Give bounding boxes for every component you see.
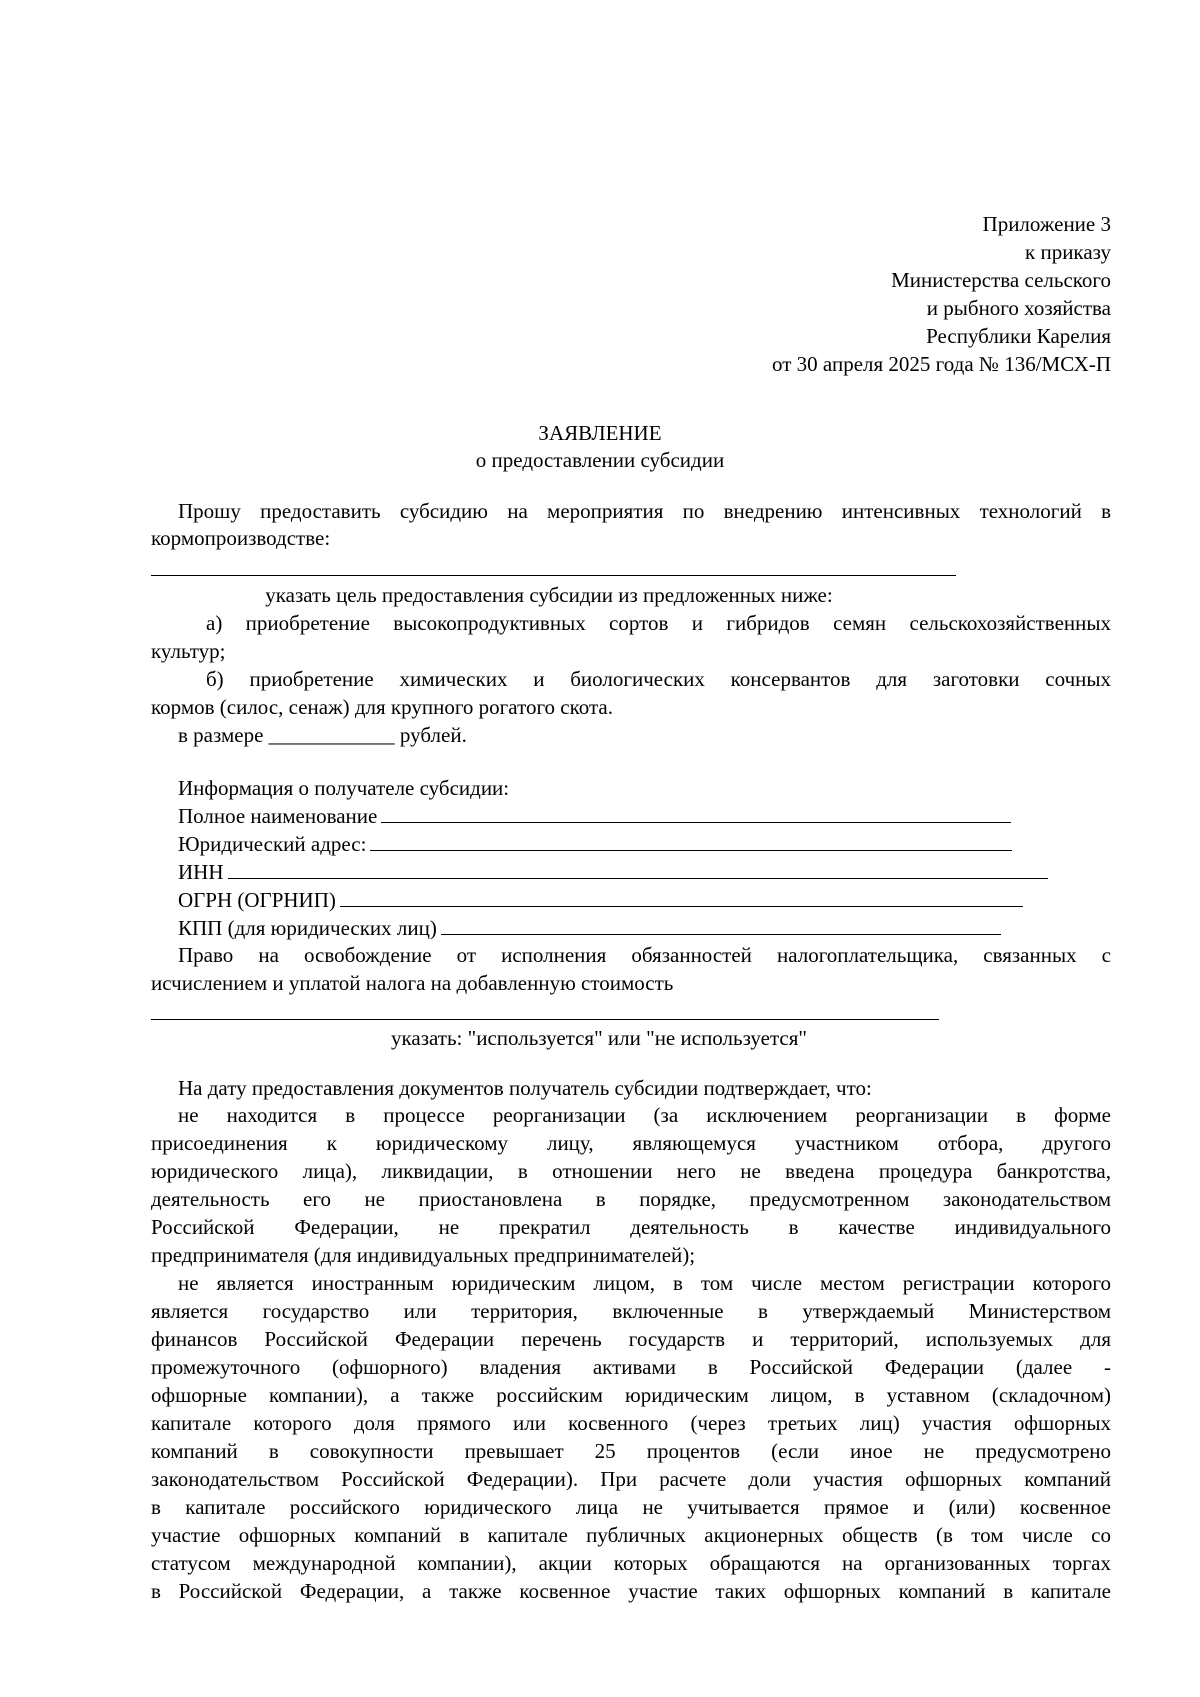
document-subtitle: о предоставлении субсидии: [475, 448, 725, 472]
confirm-p2-line-8: законодательством Российской Федерации). При расчете доли участия офшорных компаний: [151, 1467, 1111, 1491]
confirm-p2-line-5: офшорные компании), а также российским юридическим лицом, в уставном (складочном): [151, 1383, 1111, 1407]
amount-line: [178, 722, 467, 748]
recipient-heading: Информация о получателе субсидии:: [178, 776, 510, 800]
confirm-p1-line-5: Российской Федерации, не прекратил деятельность в качестве индивидуального: [151, 1215, 1111, 1239]
appendix-ministry-line2: и рыбного хозяйства: [926, 296, 1111, 320]
purpose-hint: указать цель предоставления субсидии из предложенных ниже:: [265, 583, 833, 607]
confirm-p2-line-7: компаний в совокупности превышает 25 процентов (если иное не предусмотрено: [151, 1439, 1111, 1463]
appendix-order-ref: к приказу: [1025, 240, 1111, 264]
intro-line-1: Прошу предоставить субсидию на мероприятия по внедрению интенсивных технологий в: [178, 499, 1111, 523]
address-row: [178, 830, 1012, 857]
confirm-p1-line-1: не находится в процессе реорганизации (за исключением реорганизации в форме: [178, 1103, 1111, 1127]
confirm-p2-line-12: в Российской Федерации, а также косвенное участие таких офшорных компаний в капитале: [151, 1579, 1111, 1603]
appendix-number: Приложение 3: [982, 212, 1111, 236]
full-name-field[interactable]: [381, 802, 1011, 823]
confirm-p1-line-4: деятельность его не приостановлена в порядке, предусмотренном законодательством: [151, 1187, 1111, 1211]
address-label: Юридический адрес:: [178, 832, 367, 856]
option-b-line-2: кормов (силос, сенаж) для крупного рогатого скота.: [151, 695, 613, 719]
confirm-p2-line-9: в капитале российского юридического лица не учитывается прямое и (или) косвенное: [151, 1495, 1111, 1519]
purpose-blank-line: [151, 575, 956, 576]
confirm-p2-line-6: капитале которого доля прямого или косвенного (через третьих лиц) участия офшорных: [151, 1411, 1111, 1435]
confirm-p2-line-11: статусом международной компании), акции которых обращаются на организованных торгах: [151, 1551, 1111, 1575]
confirm-p2-line-3: финансов Российской Федерации перечень государств и территорий, используемых для: [151, 1327, 1111, 1351]
option-a-line-1: а) приобретение высокопродуктивных сортов и гибридов семян сельскохозяйственных: [206, 611, 1111, 635]
vat-line-2: исчислением и уплатой налога на добавленную стоимость: [151, 971, 674, 995]
address-field[interactable]: [370, 830, 1012, 851]
confirm-p1-line-2: присоединения к юридическому лицу, являющемуся участником отбора, другого: [151, 1131, 1111, 1155]
full-name-label: Полное наименование: [178, 804, 378, 828]
confirm-lead: На дату предоставления документов получатель субсидии подтверждает, что:: [178, 1076, 872, 1100]
appendix-order-date: от 30 апреля 2025 года № 136/МСХ-П: [772, 352, 1111, 376]
document-title: ЗАЯВЛЕНИЕ: [538, 421, 662, 445]
vat-line-1: Право на освобождение от исполнения обязанностей налогоплательщика, связанных с: [178, 943, 1111, 967]
confirm-p2-line-10: участие офшорных компаний в капитале публичных акционерных обществ (в том числе со: [151, 1523, 1111, 1547]
inn-row: [178, 858, 1048, 885]
ogrn-label: ОГРН (ОГРНИП): [178, 888, 336, 912]
inn-field[interactable]: [228, 858, 1048, 879]
confirm-p1-line-3: юридического лица), ликвидации, в отношении него не введена процедура банкротства,: [151, 1159, 1111, 1183]
appendix-ministry-line1: Министерства сельского: [891, 268, 1111, 292]
confirm-p2-line-1: не является иностранным юридическим лицом, в том числе местом регистрации которого: [178, 1271, 1111, 1295]
appendix-republic: Республики Карелия: [926, 324, 1111, 348]
kpp-row: [178, 914, 1001, 941]
confirm-p2-line-2: является государство или территория, включенные в утверждаемый Министерством: [151, 1299, 1111, 1323]
kpp-field[interactable]: [441, 914, 1001, 935]
ogrn-row: [178, 886, 1023, 913]
inn-label: ИНН: [178, 860, 224, 884]
option-b-line-1: б) приобретение химических и биологических консервантов для заготовки сочных: [206, 667, 1111, 691]
confirm-p2-line-4: промежуточного (офшорного) владения активами в Российской Федерации (далее -: [151, 1355, 1111, 1379]
vat-blank-line: [151, 1019, 939, 1020]
amount-prefix: в размере: [178, 723, 264, 747]
option-a-line-2: культур;: [151, 639, 226, 663]
amount-blank[interactable]: ____________: [268, 723, 395, 747]
kpp-label: КПП (для юридических лиц): [178, 916, 437, 940]
vat-hint: указать: "используется" или "не используется": [391, 1026, 807, 1050]
ogrn-field[interactable]: [340, 886, 1023, 907]
amount-suffix: рублей.: [399, 723, 467, 747]
intro-line-2: кормопроизводстве:: [151, 526, 331, 550]
confirm-p1-line-6: предпринимателя (для индивидуальных предпринимателей);: [151, 1243, 696, 1267]
full-name-row: [178, 802, 1011, 829]
